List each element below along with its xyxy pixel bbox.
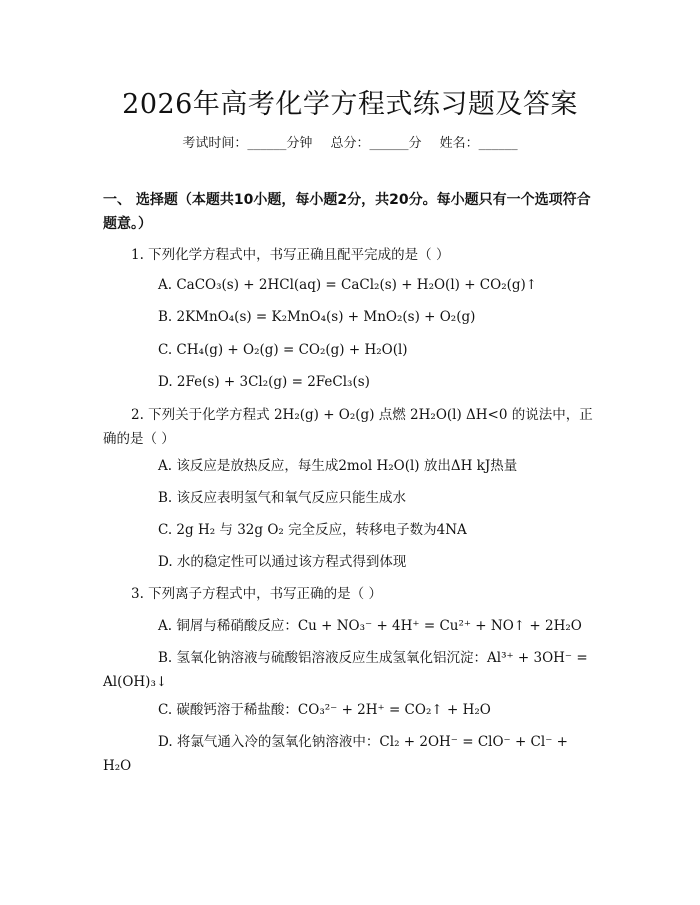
question-1-option-b: B. 2KMnO₄(s) = K₂MnO₄(s) + MnO₂(s) + O₂(g) bbox=[158, 309, 476, 325]
question-3-option-c: C. 碳酸钙溶于稀盐酸：CO₃²⁻ + 2H⁺ = CO₂↑ + H₂O bbox=[158, 702, 491, 718]
question-1-option-a: A. CaCO₃(s) + 2HCl(aq) = CaCl₂(s) + H₂O(l) + CO₂(g)↑ bbox=[158, 277, 538, 293]
question-2-option-a: A. 该反应是放热反应，每生成2mol H₂O(l) 放出ΔH kJ热量 bbox=[158, 458, 518, 474]
question-3-stem: 3. 下列离子方程式中，书写正确的是（ ） bbox=[131, 586, 382, 602]
student-name-field: 姓名：______ bbox=[439, 136, 518, 151]
exam-time-field: 考试时间：______分钟 bbox=[182, 136, 313, 151]
question-3-option-a: A. 铜屑与稀硝酸反应：Cu + NO₃⁻ + 4H⁺ = Cu²⁺ + NO↑ + 2H₂O bbox=[158, 618, 582, 634]
question-3-option-b: B. 氢氧化钠溶液与硫酸铝溶液反应生成氢氧化铝沉淀：Al³⁺ + 3OH⁻ = Al(OH)₃↓ bbox=[103, 650, 588, 690]
question-3-option-d: D. 将氯气通入冷的氢氧化钠溶液中：Cl₂ + 2OH⁻ = ClO⁻ + Cl⁻ + H₂O bbox=[103, 734, 568, 774]
total-score-field: 总分：______分 bbox=[330, 136, 422, 151]
exam-meta bbox=[0, 132, 700, 151]
page-title: 2026年高考化学方程式练习题及答案 bbox=[122, 89, 578, 120]
question-2-stem: 2. 下列关于化学方程式 2H₂(g) + O₂(g) 点燃 2H₂O(l) ΔH<0 的说法中，正确的是（ ） bbox=[103, 407, 593, 447]
section-heading: 一、 选择题（本题共10小题，每小题2分，共20分。每小题只有一个选项符合题意。） bbox=[103, 192, 591, 232]
question-1-option-d: D. 2Fe(s) + 3Cl₂(g) = 2FeCl₃(s) bbox=[158, 374, 370, 390]
question-2-option-b: B. 该反应表明氢气和氧气反应只能生成水 bbox=[158, 490, 407, 506]
question-2-option-c: C. 2g H₂ 与 32g O₂ 完全反应，转移电子数为4NA bbox=[158, 522, 467, 538]
question-1-option-c: C. CH₄(g) + O₂(g) = CO₂(g) + H₂O(l) bbox=[158, 342, 408, 358]
question-2-option-d: D. 水的稳定性可以通过该方程式得到体现 bbox=[158, 554, 407, 570]
question-1-stem: 1. 下列化学方程式中，书写正确且配平完成的是（ ） bbox=[131, 247, 450, 263]
